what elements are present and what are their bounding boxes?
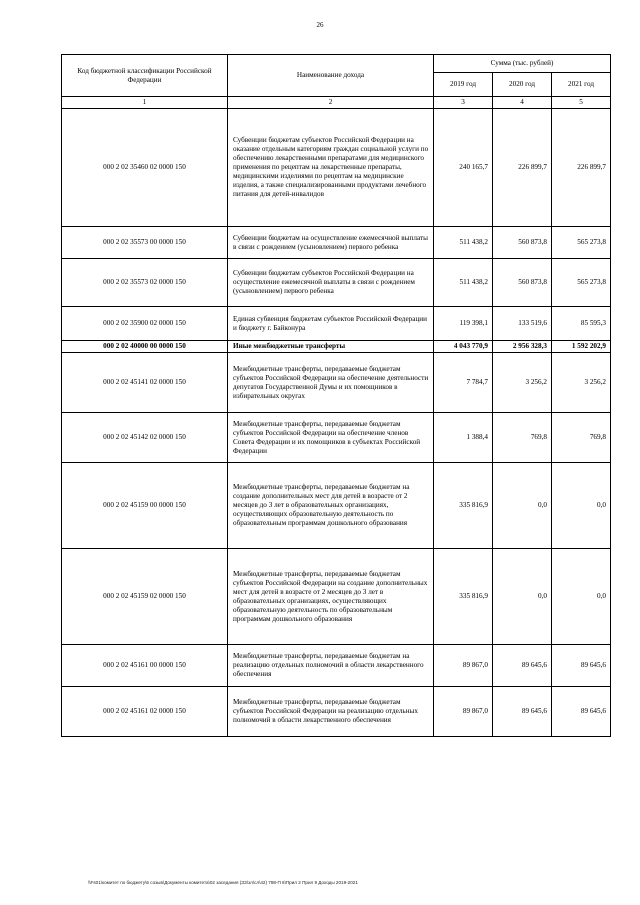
revenue-name-cell: Субвенции бюджетам субъектов Российской Федерации на осуществление ежемесячной выплаты в связи с рождением (усыновлением) первого ребенка <box>228 259 434 307</box>
header-code: Код бюджетной классификации Российской Федерации <box>62 55 228 97</box>
amount-2021-cell: 0,0 <box>552 549 611 645</box>
page-number: 26 <box>316 21 324 29</box>
amount-2020-cell: 89 645,6 <box>493 645 552 687</box>
budget-revenue-table <box>61 54 611 737</box>
amount-2021-cell: 85 595,3 <box>552 307 611 341</box>
amount-2021-cell: 565 273,8 <box>552 227 611 259</box>
amount-2020-cell: 0,0 <box>493 549 552 645</box>
revenue-name-cell: Межбюджетные трансферты, передаваемые бюджетам субъектов Российской Федерации на реализацию отдельных полномочий в области лекарственного обеспечения <box>228 687 434 737</box>
revenue-name-cell: Межбюджетные трансферты, передаваемые бюджетам на создание дополнительных мест для детей в возрасте от 2 месяцев до 3 лет в образовательных организациях, осуществляющих образовательную деятельность по образовательным программам дошкольного образования <box>228 463 434 549</box>
index-cell: 5 <box>552 97 611 109</box>
amount-2019-cell: 1 388,4 <box>434 413 493 463</box>
revenue-name-cell: Единая субвенция бюджетам субъектов Российской Федерации и бюджету г. Байконура <box>228 307 434 341</box>
table-row <box>62 227 611 259</box>
table-row <box>62 109 611 227</box>
revenue-name-cell: Иные межбюджетные трансферты <box>228 341 434 353</box>
amount-2021-cell: 89 645,6 <box>552 687 611 737</box>
table-row <box>62 687 611 737</box>
revenue-name-cell: Межбюджетные трансферты, передаваемые бюджетам субъектов Российской Федерации на создание дополнительных мест для детей в возрасте от 2 месяцев до 3 лет в образовательных организациях, осуществляющих образовательную деятельность по образовательным программам дошкольного образования <box>228 549 434 645</box>
amount-2021-cell: 1 592 202,9 <box>552 341 611 353</box>
amount-2021-cell: 0,0 <box>552 463 611 549</box>
index-cell: 2 <box>228 97 434 109</box>
table-row <box>62 353 611 413</box>
budget-code-cell: 000 2 02 45141 02 0000 150 <box>62 353 228 413</box>
budget-code-cell: 000 2 02 35900 02 0000 150 <box>62 307 228 341</box>
amount-2019-cell: 240 165,7 <box>434 109 493 227</box>
amount-2020-cell: 133 519,6 <box>493 307 552 341</box>
budget-code-cell: 000 2 02 45161 02 0000 150 <box>62 687 228 737</box>
amount-2021-cell: 226 899,7 <box>552 109 611 227</box>
amount-2020-cell: 3 256,2 <box>493 353 552 413</box>
amount-2020-cell: 89 645,6 <box>493 687 552 737</box>
revenue-name-cell: Межбюджетные трансферты, передаваемые бюджетам на реализацию отдельных полномочий в области лекарственного обеспечения <box>228 645 434 687</box>
index-cell: 4 <box>493 97 552 109</box>
amount-2019-cell: 89 867,0 <box>434 645 493 687</box>
amount-2019-cell: 119 398,1 <box>434 307 493 341</box>
amount-2021-cell: 89 645,6 <box>552 645 611 687</box>
amount-2019-cell: 511 438,2 <box>434 227 493 259</box>
budget-code-cell: 000 2 02 45161 00 0000 150 <box>62 645 228 687</box>
amount-2019-cell: 335 816,9 <box>434 463 493 549</box>
table-row <box>62 549 611 645</box>
header-year-2021: 2021 год <box>552 73 611 97</box>
amount-2019-cell: 511 438,2 <box>434 259 493 307</box>
header-name: Наименование дохода <box>228 55 434 97</box>
amount-2019-cell: 89 867,0 <box>434 687 493 737</box>
amount-2021-cell: 3 256,2 <box>552 353 611 413</box>
table-row <box>62 645 611 687</box>
amount-2020-cell: 2 956 328,3 <box>493 341 552 353</box>
table-row <box>62 413 611 463</box>
amount-2020-cell: 560 873,8 <box>493 227 552 259</box>
amount-2020-cell: 0,0 <box>493 463 552 549</box>
amount-2021-cell: 565 273,8 <box>552 259 611 307</box>
amount-2019-cell: 335 816,9 <box>434 549 493 645</box>
revenue-name-cell: Субвенции бюджетам субъектов Российской Федерации на оказание отдельным категориям граждан социальной услуги по обеспечению лекарственными препаратами для медицинского применения по рецептам на лекарственные препараты, медицинскими изделиями по рецептам на медицинские изделия, а также специализированными продуктами лечебного питания для детей-инвалидов <box>228 109 434 227</box>
table-row <box>62 259 611 307</box>
amount-2020-cell: 560 873,8 <box>493 259 552 307</box>
table-row <box>62 341 611 353</box>
header-year-2020: 2020 год <box>493 73 552 97</box>
budget-code-cell: 000 2 02 45159 02 0000 150 <box>62 549 228 645</box>
budget-code-cell: 000 2 02 35573 02 0000 150 <box>62 259 228 307</box>
amount-2019-cell: 4 043 770,9 <box>434 341 493 353</box>
table-row <box>62 463 611 549</box>
budget-code-cell: 000 2 02 40000 00 0000 150 <box>62 341 228 353</box>
header-sum: Сумма (тыс. рублей) <box>434 55 611 73</box>
budget-code-cell: 000 2 02 35460 02 0000 150 <box>62 109 228 227</box>
budget-code-cell: 000 2 02 45142 02 0000 150 <box>62 413 228 463</box>
amount-2021-cell: 769,8 <box>552 413 611 463</box>
header-year-2019: 2019 год <box>434 73 493 97</box>
index-cell: 3 <box>434 97 493 109</box>
amount-2019-cell: 7 784,7 <box>434 353 493 413</box>
file-path-footer: \\Fs01\комитет по бюджету\6 созыв\Документы комитета\02 заседания (ЗЗ\зл\сл\42) 788-П 6\Прил 2 Прил 9 Доходы 2019-2021 <box>88 880 358 885</box>
revenue-name-cell: Межбюджетные трансферты, передаваемые бюджетам субъектов Российской Федерации на обеспечение членов Совета Федерации и их помощников в субъектах Российской Федерации <box>228 413 434 463</box>
budget-code-cell: 000 2 02 45159 00 0000 150 <box>62 463 228 549</box>
index-cell: 1 <box>62 97 228 109</box>
revenue-name-cell: Субвенции бюджетам на осуществление ежемесячной выплаты в связи с рождением (усыновлением) первого ребенка <box>228 227 434 259</box>
amount-2020-cell: 769,8 <box>493 413 552 463</box>
revenue-name-cell: Межбюджетные трансферты, передаваемые бюджетам субъектов Российской Федерации на обеспечение деятельности депутатов Государственной Думы и их помощников в избирательных округах <box>228 353 434 413</box>
amount-2020-cell: 226 899,7 <box>493 109 552 227</box>
table-row <box>62 307 611 341</box>
budget-code-cell: 000 2 02 35573 00 0000 150 <box>62 227 228 259</box>
